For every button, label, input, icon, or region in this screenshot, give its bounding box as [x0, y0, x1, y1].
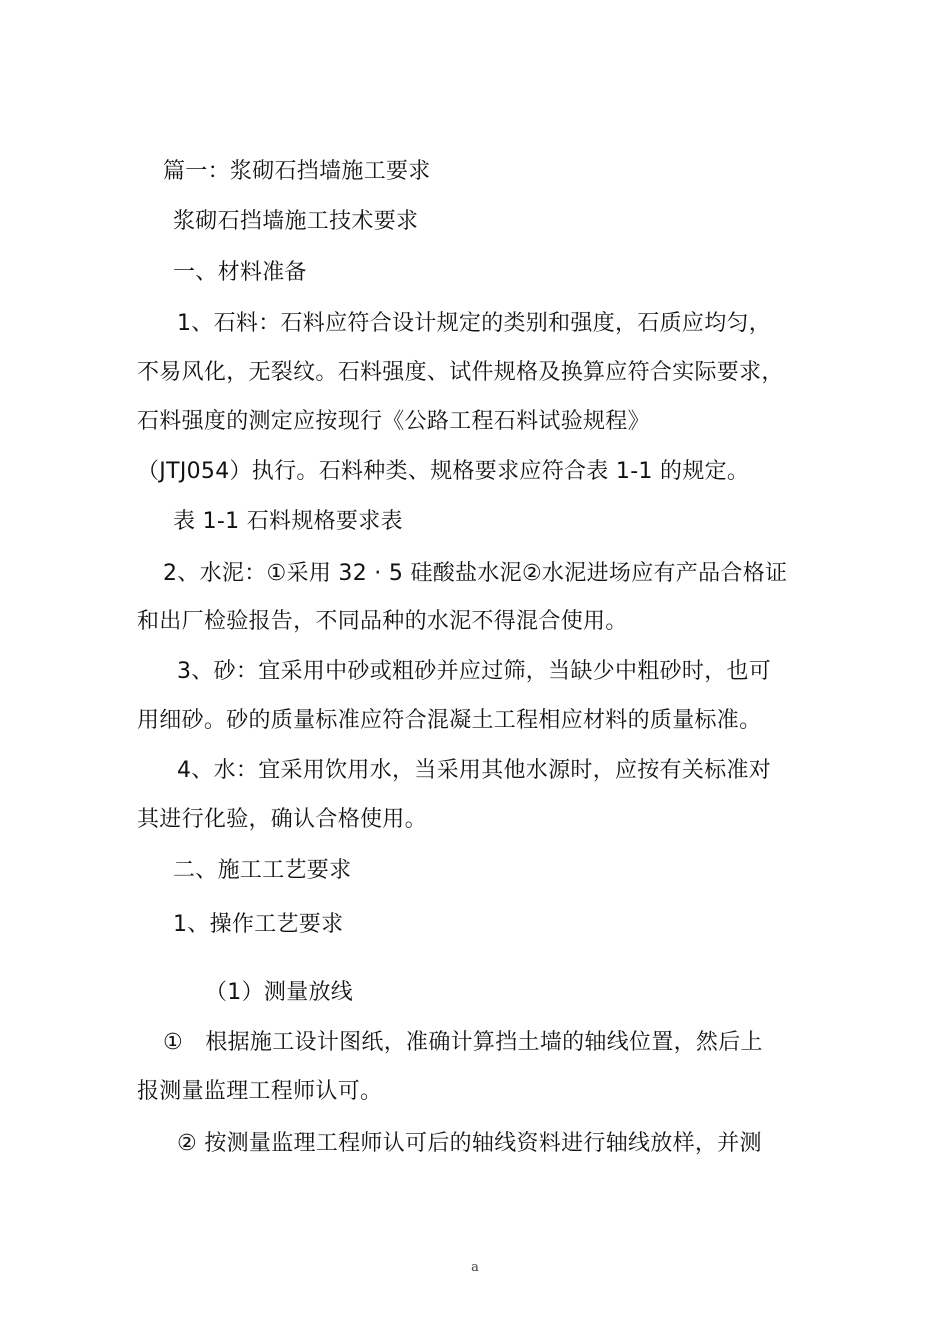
table-caption: 表 1-1 石料规格要求表 — [173, 509, 403, 534]
paragraph-line: ② 按测量监理工程师认可后的轴线资料进行轴线放样，并测 — [177, 1131, 762, 1156]
paragraph-line: 不易风化，无裂纹。石料强度、试件规格及换算应符合实际要求， — [137, 360, 784, 385]
paragraph-line: 4、水：宜采用饮用水，当采用其他水源时，应按有关标准对 — [177, 758, 772, 783]
section-heading-materials: 一、材料准备 — [173, 260, 307, 285]
paragraph-line: 用细砂。砂的质量标准应符合混凝土工程相应材料的质量标准。 — [137, 708, 762, 733]
paragraph-line: （JTJ054）执行。石料种类、规格要求应符合表 1-1 的规定。 — [137, 459, 750, 484]
subsubsection-heading: （1）测量放线 — [205, 980, 354, 1005]
paragraph-line: 其进行化验，确认合格使用。 — [137, 807, 427, 832]
paragraph-line: 石料强度的测定应按现行《公路工程石料试验规程》 — [137, 409, 650, 434]
paragraph-line: 1、石料：石料应符合设计规定的类别和强度，石质应均匀， — [177, 311, 772, 336]
section-heading-process: 二、施工工艺要求 — [173, 858, 352, 883]
paragraph-line: ① 根据施工设计图纸，准确计算挡土墙的轴线位置，然后上 — [163, 1030, 763, 1055]
paragraph-line: 2、水泥：①采用 32 · 5 硅酸盐水泥②水泥进场应有产品合格证 — [163, 561, 788, 586]
document-subtitle: 浆砌石挡墙施工技术要求 — [173, 209, 419, 234]
subsection-heading: 1、操作工艺要求 — [173, 912, 344, 937]
paragraph-line: 报测量监理工程师认可。 — [137, 1079, 383, 1104]
paragraph-line: 和出厂检验报告，不同品种的水泥不得混合使用。 — [137, 609, 628, 634]
document-title: 篇一：浆砌石挡墙施工要求 — [163, 159, 431, 184]
page-marker: a — [471, 1260, 479, 1275]
paragraph-line: 3、砂：宜采用中砂或粗砂并应过筛，当缺少中粗砂时，也可 — [177, 659, 772, 684]
